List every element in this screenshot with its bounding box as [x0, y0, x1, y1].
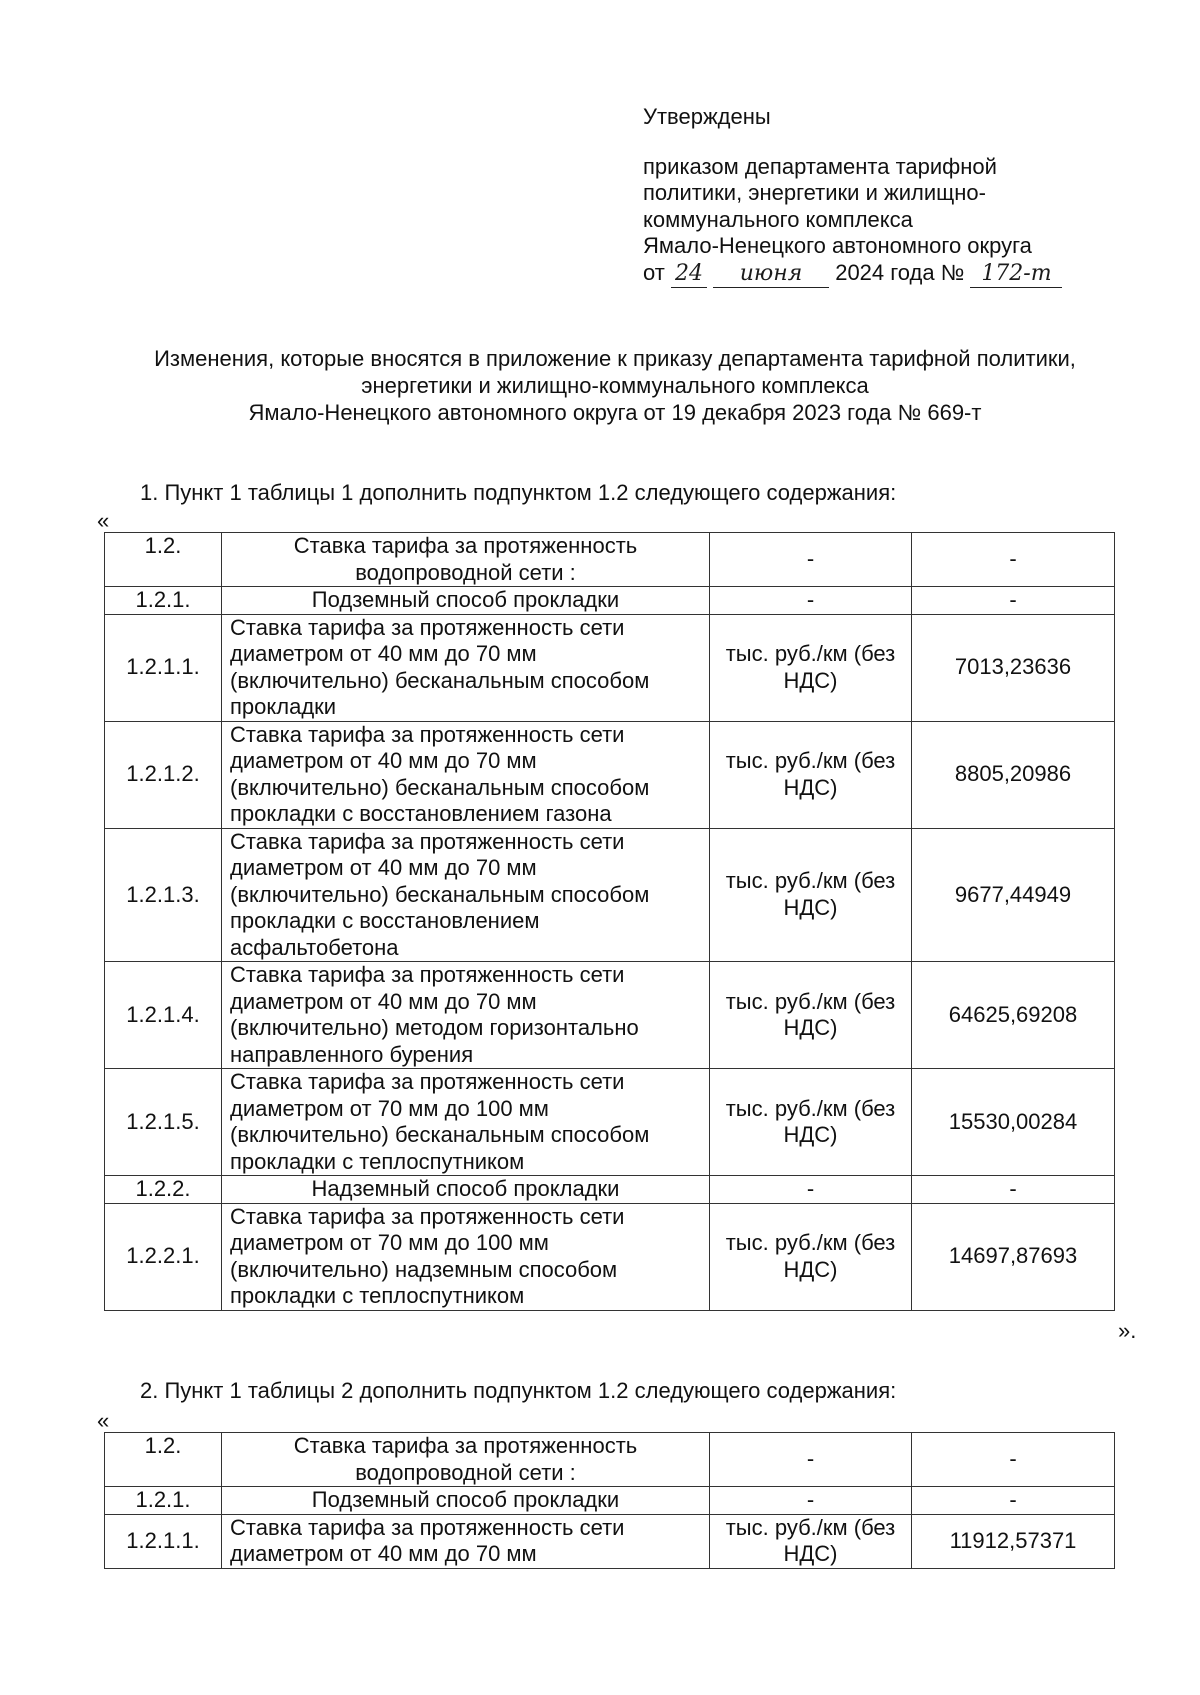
row-unit: -: [710, 1176, 912, 1204]
row-value: -: [912, 587, 1115, 615]
document-title: [90, 345, 1140, 426]
row-number: 1.2.1.: [105, 587, 222, 615]
approval-line: Ямало-Ненецкого автономного округа: [643, 233, 1032, 258]
row-unit: тыс. руб./км (без НДС): [710, 1069, 912, 1176]
row-unit: тыс. руб./км (без НДС): [710, 614, 912, 721]
row-description: Ставка тарифа за протяженность сети диаметром от 70 мм до 100 мм (включительно) бесканальным способом прокладки с теплоспутником: [222, 1069, 710, 1176]
row-value: 15530,00284: [912, 1069, 1115, 1176]
row-unit: -: [710, 587, 912, 615]
row-description: Подземный способ прокладки: [222, 587, 710, 615]
table-row: [105, 1433, 1115, 1487]
row-number: 1.2.1.2.: [105, 721, 222, 828]
row-unit: тыс. руб./км (без НДС): [710, 828, 912, 962]
row-value: 64625,69208: [912, 962, 1115, 1069]
row-unit: -: [710, 1487, 912, 1515]
row-unit: -: [710, 533, 912, 587]
row-number: 1.2.1.3.: [105, 828, 222, 962]
row-number: 1.2.2.: [105, 1176, 222, 1204]
row-number: 1.2.1.1.: [105, 614, 222, 721]
row-description: Подземный способ прокладки: [222, 1487, 710, 1515]
row-description: Надземный способ прокладки: [222, 1176, 710, 1204]
row-value: 14697,87693: [912, 1203, 1115, 1310]
row-value: -: [912, 1487, 1115, 1515]
title-line: Ямало-Ненецкого автономного округа от 19 декабря 2023 года № 669-т: [248, 400, 982, 425]
row-value: 11912,57371: [912, 1514, 1115, 1568]
approval-line: политики, энергетики и жилищно-: [643, 180, 986, 205]
table-row: [105, 1069, 1115, 1176]
row-description: Ставка тарифа за протяженность водопроводной сети :: [222, 533, 710, 587]
row-unit: тыс. руб./км (без НДС): [710, 962, 912, 1069]
handwritten-month: июня: [713, 261, 829, 289]
tariff-table-2: [104, 1432, 1115, 1569]
table-row: [105, 721, 1115, 828]
row-value: -: [912, 1176, 1115, 1204]
row-unit: -: [710, 1433, 912, 1487]
section2-open-quote: «: [97, 1408, 110, 1433]
title-line: энергетики и жилищно-коммунального комплекса: [361, 373, 869, 398]
row-number: 1.2.: [105, 533, 222, 587]
row-number: 1.2.: [105, 1433, 222, 1487]
table-row: [105, 587, 1115, 615]
approval-line: приказом департамента тарифной: [643, 153, 997, 179]
date-prefix: от: [643, 259, 665, 285]
row-description: Ставка тарифа за протяженность сети диаметром от 40 мм до 70 мм (включительно) бесканальным способом прокладки с восстановлением газона: [222, 721, 710, 828]
title-line: Изменения, которые вносятся в приложение к приказу департамента тарифной политики,: [154, 346, 1076, 371]
row-number: 1.2.1.: [105, 1487, 222, 1515]
section1-open-quote: «: [97, 508, 110, 533]
row-unit: тыс. руб./км (без НДС): [710, 1514, 912, 1568]
section1-intro: 1. Пункт 1 таблицы 1 дополнить подпунктом 1.2 следующего содержания:: [140, 480, 897, 505]
table-row: [105, 614, 1115, 721]
section1-close-quote: ».: [1118, 1318, 1137, 1343]
row-number: 1.2.1.4.: [105, 962, 222, 1069]
row-value: 7013,23636: [912, 614, 1115, 721]
row-value: 8805,20986: [912, 721, 1115, 828]
row-description: Ставка тарифа за протяженность водопроводной сети :: [222, 1433, 710, 1487]
table-row: [105, 962, 1115, 1069]
row-unit: тыс. руб./км (без НДС): [710, 721, 912, 828]
table-row: [105, 1487, 1115, 1515]
handwritten-order-number: 172-т: [970, 261, 1062, 289]
table-row: [105, 1514, 1115, 1568]
row-number: 1.2.2.1.: [105, 1203, 222, 1310]
tariff-table-1: [104, 532, 1115, 1311]
row-description: Ставка тарифа за протяженность сети диаметром от 40 мм до 70 мм (включительно) бесканальным способом прокладки с восстановлением асфальтобетона: [222, 828, 710, 962]
row-number: 1.2.1.5.: [105, 1069, 222, 1176]
row-description: Ставка тарифа за протяженность сети диаметром от 70 мм до 100 мм (включительно) надземным способом прокладки с теплоспутником: [222, 1203, 710, 1310]
date-year: 2024 года №: [835, 259, 965, 285]
table-row: [105, 1176, 1115, 1204]
approval-block: [643, 104, 1163, 288]
approval-date-line: [643, 260, 1163, 289]
row-description: Ставка тарифа за протяженность сети диаметром от 40 мм до 70 мм (включительно) бесканальным способом прокладки: [222, 614, 710, 721]
approval-header: Утверждены: [643, 104, 771, 129]
table-row: [105, 1203, 1115, 1310]
row-value: 9677,44949: [912, 828, 1115, 962]
section2-intro: 2. Пункт 1 таблицы 2 дополнить подпунктом 1.2 следующего содержания:: [140, 1378, 897, 1403]
row-description: Ставка тарифа за протяженность сети диаметром от 40 мм до 70 мм (включительно) методом горизонтально направленного бурения: [222, 962, 710, 1069]
row-value: -: [912, 533, 1115, 587]
row-value: -: [912, 1433, 1115, 1487]
table-row: [105, 828, 1115, 962]
approval-line: коммунального комплекса: [643, 206, 913, 232]
row-description: Ставка тарифа за протяженность сети диаметром от 40 мм до 70 мм: [222, 1514, 710, 1568]
row-unit: тыс. руб./км (без НДС): [710, 1203, 912, 1310]
handwritten-day: 24: [671, 261, 707, 289]
table-row: [105, 533, 1115, 587]
row-number: 1.2.1.1.: [105, 1514, 222, 1568]
